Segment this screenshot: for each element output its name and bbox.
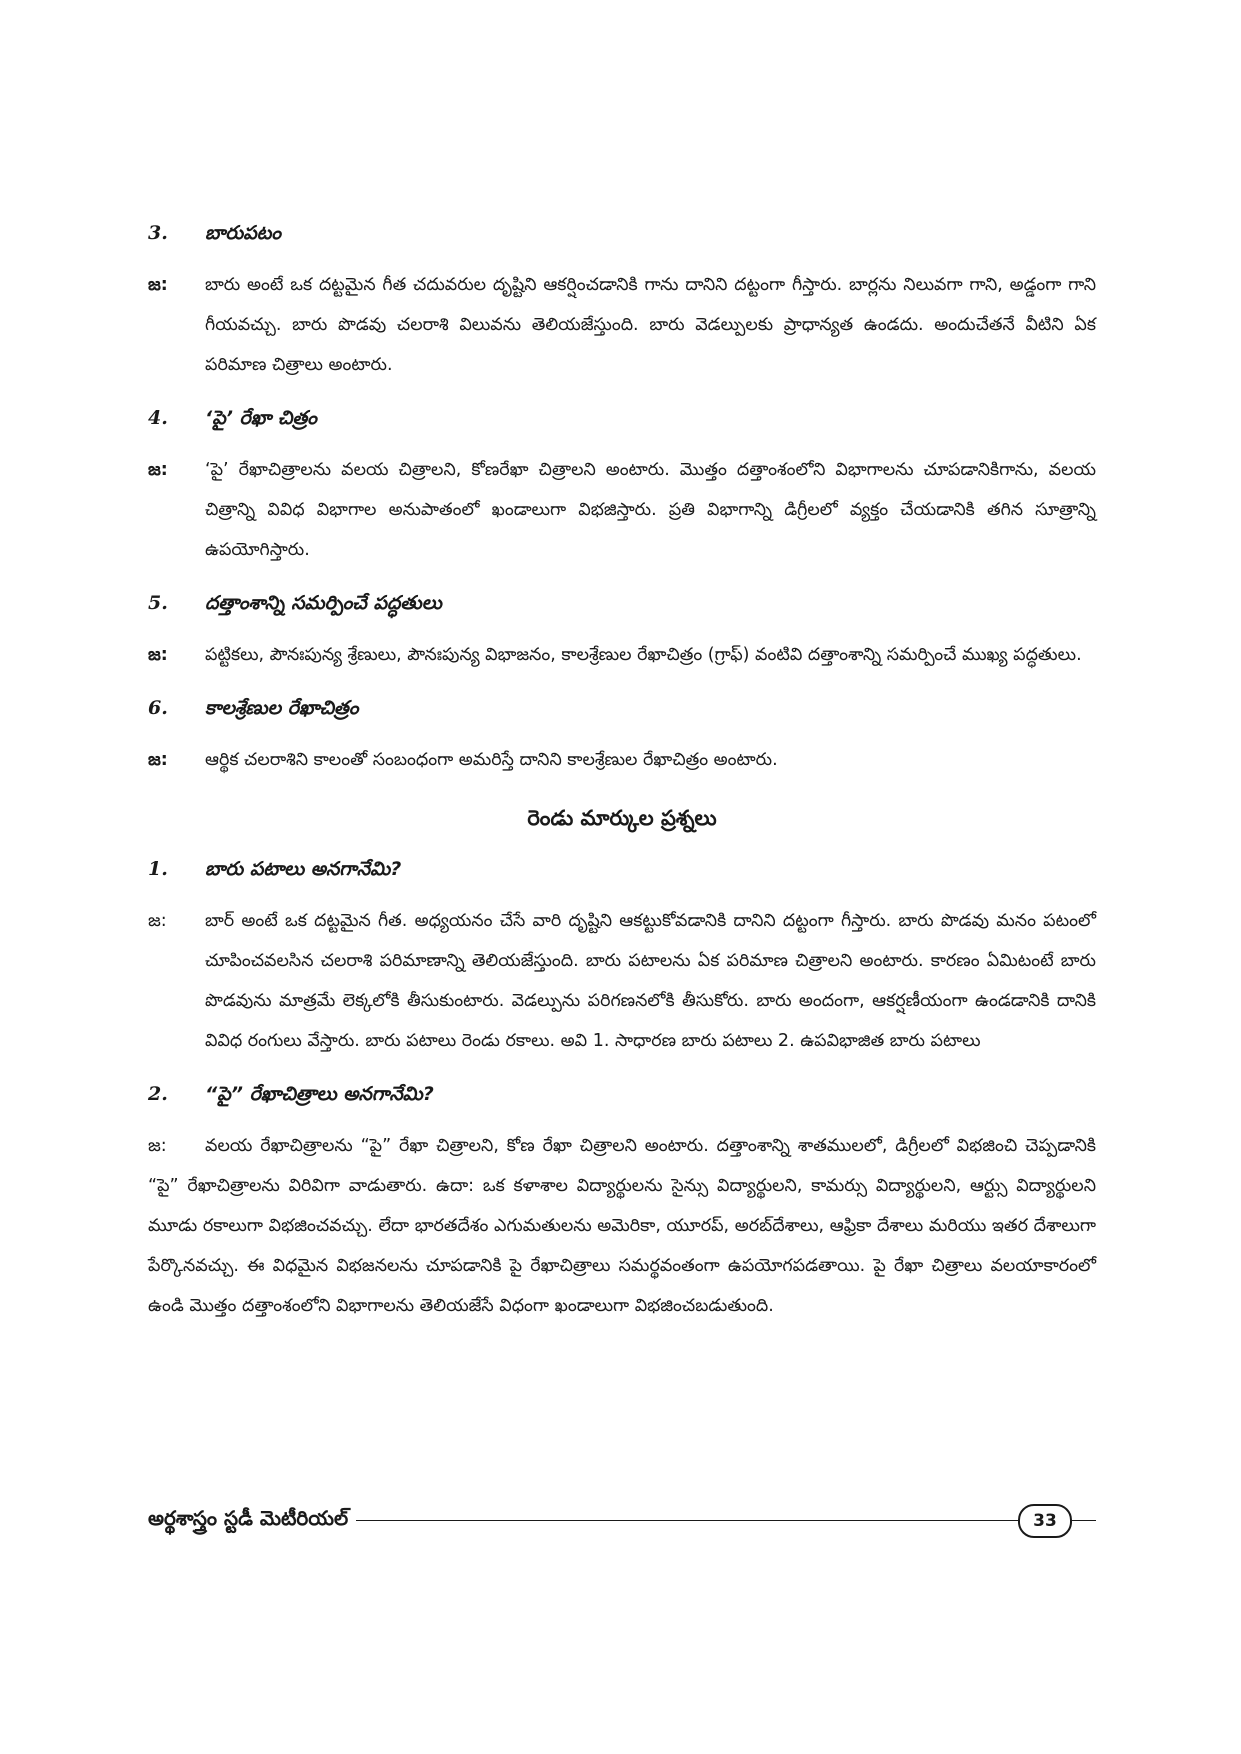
question-title: “పై” రేఖాచిత్రాలు అనగానేమి? xyxy=(205,1083,434,1105)
question-number: 6. xyxy=(148,697,168,719)
footer-title: అర్థశాస్త్రం స్టడీ మెటీరియల్ xyxy=(148,1506,356,1535)
answer-text: బారు అంటే ఒక దట్టమైన గీత చదువరుల దృష్టిని ఆకర్షించడానికి గాను దానిని దట్టంగా గీస్తారు. బార్లను నిలువగా గాని, అడ్డంగా గాని గీయవచ్చు. బారు పొడవు చలరాశి విలువను తెలియజేస్తుంది. బారు వెడల్పులకు ప్రాధాన్యత ఉండదు. అందుచేతనే వీటిని ఏక పరిమాణ చిత్రాలు అంటారు. xyxy=(205,275,1096,375)
answer-label: జ: xyxy=(148,645,168,665)
answer-text: పట్టికలు, పౌనఃపున్య శ్రేణులు, పౌనఃపున్య విభాజనం, కాలశ్రేణుల రేఖాచిత్రం (గ్రాఫ్) వంటివి దత్తాంశాన్ని సమర్పించే ముఖ్య పద్ధతులు. xyxy=(205,645,1082,665)
question-heading xyxy=(148,1083,1096,1110)
answer-label: జ: xyxy=(148,911,167,931)
answer-label: జ: xyxy=(148,1136,167,1156)
answer-label: జ: xyxy=(148,460,168,480)
question-number: 4. xyxy=(148,407,168,429)
answer-block xyxy=(148,1126,1096,1326)
question-title: దత్తాంశాన్ని సమర్పించే పద్ధతులు xyxy=(205,592,442,614)
answer-block xyxy=(148,450,1096,570)
answer-text: ఆర్థిక చలరాశిని కాలంతో సంబంధంగా అమరిస్తే దానిని కాలశ్రేణుల రేఖాచిత్రం అంటారు. xyxy=(205,750,778,770)
question-heading xyxy=(148,222,1096,249)
page-content xyxy=(148,222,1096,1348)
question-heading xyxy=(148,592,1096,619)
question-number: 3. xyxy=(148,222,168,244)
question-title: బారు పటాలు అనగానేమి? xyxy=(205,858,402,880)
section-heading: రెండు మార్కుల ప్రశ్నలు xyxy=(527,806,717,830)
question-number: 5. xyxy=(148,592,168,614)
question-number: 1. xyxy=(148,858,168,880)
answer-label: జ: xyxy=(148,275,168,295)
answer-text: బార్ అంటే ఒక దట్టమైన గీత. అధ్యయనం చేసే వారి దృష్టిని ఆకట్టుకోవడానికి దానిని దట్టంగా గీస్తారు. బారు పొడవు మనం పటంలో చూపించవలసిన చలరాశి పరిమాణాన్ని తెలియజేస్తుంది. బారు పటాలను ఏక పరిమాణ చిత్రాలని అంటారు. కారణం ఏమిటంటే బారు పొడవును మాత్రమే లెక్కలోకి తీసుకుంటారు. వెడల్పును పరిగణనలోకి తీసుకోరు. బారు అందంగా, ఆకర్షణీయంగా ఉండడానికి దానికి వివిధ రంగులు వేస్తారు. బారు పటాలు రెండు రకాలు. అవి 1. సాధారణ బారు పటాలు 2. ఉపవిభాజిత బారు పటాలు xyxy=(205,911,1096,1051)
answer-label: జ: xyxy=(148,750,168,770)
question-title: కాలశ్రేణుల రేఖాచిత్రం xyxy=(205,697,359,719)
answer-block xyxy=(148,265,1096,385)
question-heading xyxy=(148,697,1096,724)
question-title: బారుపటం xyxy=(205,222,282,244)
question-title: ‘పై’ రేఖా చిత్రం xyxy=(205,407,317,429)
answer-block xyxy=(148,635,1096,675)
question-number: 2. xyxy=(148,1083,168,1105)
answer-text: వలయ రేఖాచిత్రాలను “పై” రేఖా చిత్రాలని, కోణ రేఖా చిత్రాలని అంటారు. దత్తాంశాన్ని శాతములలో, డిగ్రీలలో విభజించి చెప్పడానికి “పై” రేఖాచిత్రాలను విరివిగా వాడుతారు. ఉదా: ఒక కళాశాల విద్యార్థులను సైన్సు విద్యార్థులని, కామర్సు విద్యార్థులని, ఆర్ట్సు విద్యార్థులని మూడు రకాలుగా విభజించవచ్చు. లేదా భారతదేశం ఎగుమతులను అమెరికా, యూరప్, అరబ్‌దేశాలు, ఆఫ్రికా దేశాలు మరియు ఇతర దేశాలుగా పేర్కొనవచ్చు. ఈ విధమైన విభజనలను చూపడానికి పై రేఖాచిత్రాలు సమర్థవంతంగా ఉపయోగపడతాయి. పై రేఖా చిత్రాలు వలయాకారంలో ఉండి మొత్తం దత్తాంశంలోని విభాగాలను తెలియజేసే విధంగా ఖండాలుగా విభజించబడుతుంది. xyxy=(148,1136,1096,1316)
answer-text: ‘పై’ రేఖాచిత్రాలను వలయ చిత్రాలని, కోణరేఖా చిత్రాలని అంటారు. మొత్తం దత్తాంశంలోని విభాగాలను చూపడానికిగాను, వలయ చిత్రాన్ని వివిధ విభాగాల అనుపాతంలో ఖండాలుగా విభజిస్తారు. ప్రతి విభాగాన్ని డిగ్రీలలో వ్యక్తం చేయడానికి తగిన సూత్రాన్ని ఉపయోగిస్తారు. xyxy=(205,460,1096,560)
answer-block xyxy=(148,740,1096,780)
question-heading xyxy=(148,858,1096,885)
page-number: 33 xyxy=(1018,1504,1072,1538)
page-footer xyxy=(148,1502,1096,1542)
question-heading xyxy=(148,407,1096,434)
answer-block xyxy=(148,901,1096,1061)
